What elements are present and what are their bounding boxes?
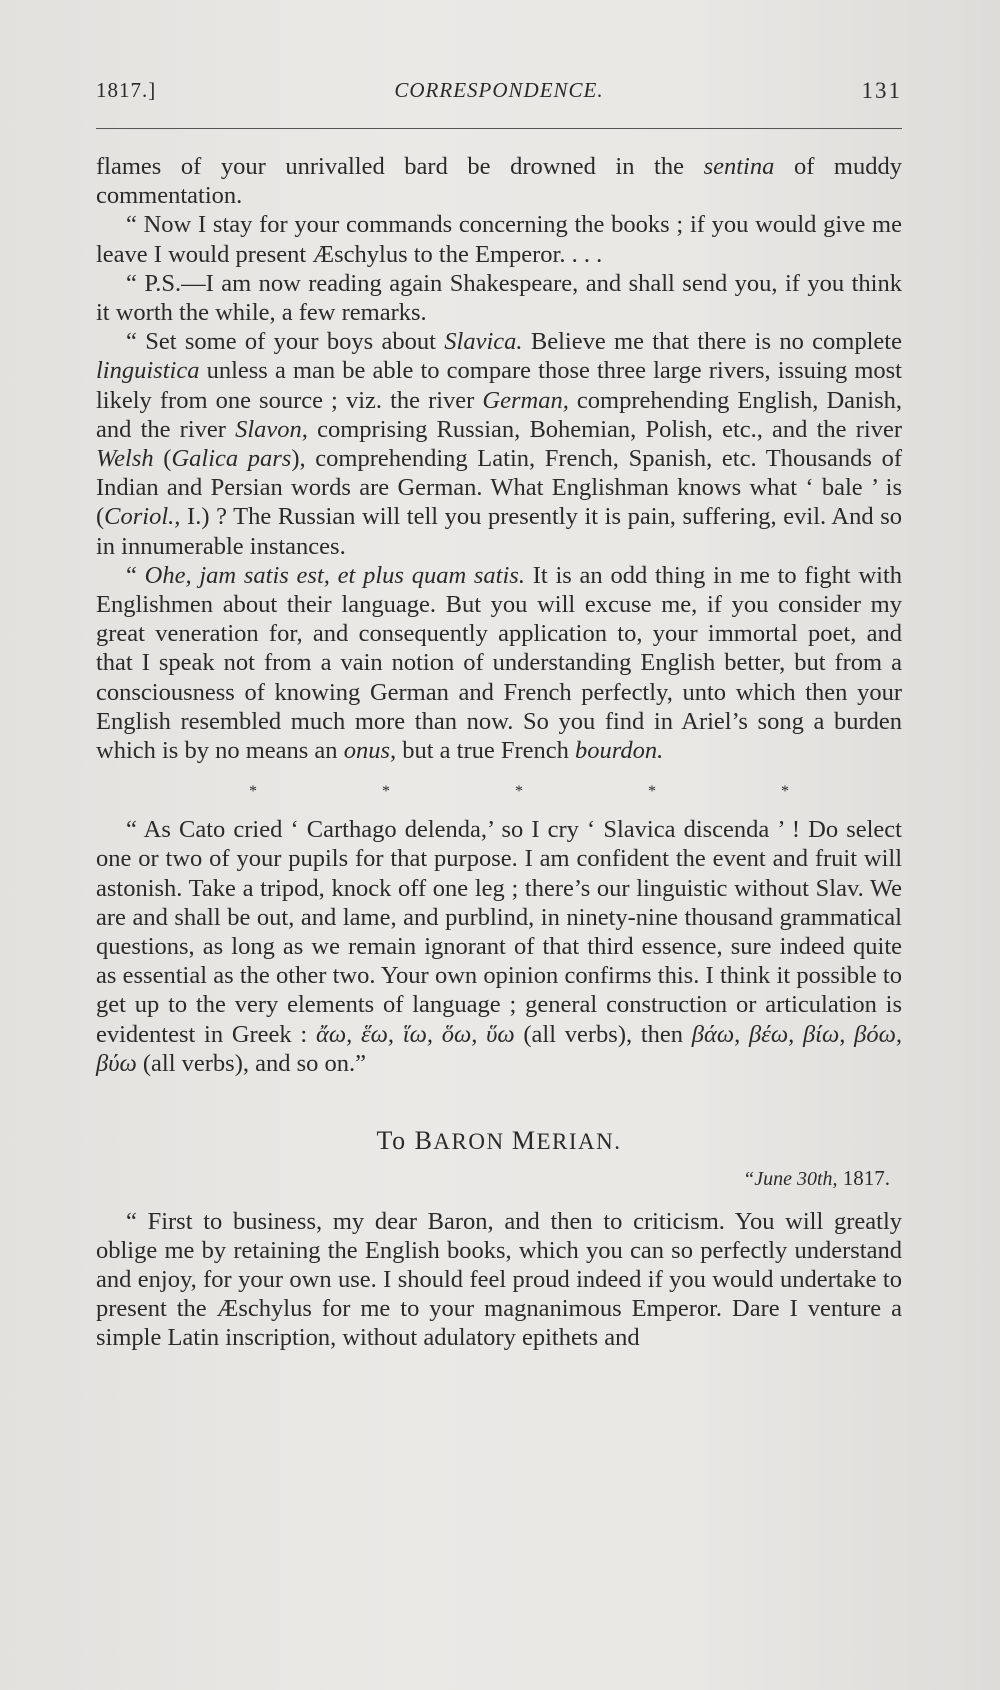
heading-part: ARON: [433, 1129, 512, 1155]
italic-text: Welsh: [96, 445, 154, 473]
greek-text: ἄω, ἕω, ἵω, ὅω, ὕω: [315, 1020, 515, 1048]
letter-heading: [96, 1126, 902, 1156]
header-rule: [96, 128, 902, 129]
paragraph-2: “ Now I stay for your commands concerning the books ; if you would give me leave I would present Æschylus to the Emperor. . . .: [96, 211, 902, 268]
text-run: comprehending English, Danish, and the river: [96, 386, 903, 443]
body-text: [96, 152, 902, 1353]
italic-text: sentina: [703, 153, 775, 180]
paragraph-7: “ First to business, my dear Baron, and then to criticism. You will greatly oblige me by retaining the English books, which you can so perfectly understand and enjoy, for your own use. I should feel proud indeed if you would undertake to present the Æschylus for me to your magnanimous Emperor. Dare I venture a simple Latin inscription, without adulatory epithets and: [96, 1207, 902, 1352]
text-run: comprising Russian, Bohemian, Polish, etc., and the river: [307, 415, 902, 443]
text-run: flames of your unrivalled bard be drowned in the: [96, 153, 704, 180]
running-header: [96, 78, 902, 118]
text-run: (all verbs), then: [514, 1020, 692, 1048]
text-run: of muddy commentation.: [96, 153, 902, 210]
paragraph-4: [96, 327, 902, 561]
asterisk-ornament: *: [382, 783, 390, 801]
dateline-date: June 30th,: [754, 1168, 838, 1191]
text-run: (: [153, 445, 172, 473]
text-run: but a true French: [396, 737, 576, 765]
asterisk-ornament: *: [781, 783, 789, 801]
greek-text: βάω, βέω, βίω, βόω, βύω: [96, 1020, 903, 1077]
text-run: Believe me that there is no complete: [522, 328, 902, 356]
header-year: 1817.]: [96, 78, 157, 102]
dateline-quote: “: [743, 1168, 755, 1191]
italic-text: German,: [482, 386, 569, 414]
asterisk-ornament: *: [515, 783, 523, 801]
italic-text: Slavon,: [235, 415, 308, 443]
heading-part: ERIAN.: [536, 1129, 622, 1155]
paragraph-5: [96, 561, 902, 765]
text-run: ), comprehending Latin, French, Spanish, etc. Thousands of Indian and Persian words are German. What Englishman knows what ‘ bale ’ is (: [96, 445, 903, 531]
header-title: CORRESPONDENCE.: [394, 78, 604, 102]
text-run: I.) ? The Russian will tell you presently it is pain, suffering, evil. And so in innumerable instances.: [96, 503, 902, 560]
italic-text: bourdon.: [575, 737, 664, 765]
heading-part: To: [376, 1126, 415, 1156]
text-run: It is an odd thing in me to fight with Englishmen about their language. But you will excuse me, if you consider my great veneration for, and consequently application to, your immortal poet, and that I speak not from a vain notion of understanding English better, but from a consciousness of knowing German and French perfectly, unto which then your English resembled much more than now. So you find in Ariel’s song a burden which is by no means an: [96, 561, 903, 765]
page-number: 131: [861, 78, 902, 103]
section-break-stars: [209, 780, 789, 804]
paragraph-3: “ P.S.—I am now reading again Shakespeare, and shall send you, if you think it worth the while, a few remarks.: [96, 269, 902, 327]
italic-text: Galica pars: [171, 445, 292, 473]
text-run: “: [126, 561, 145, 589]
paragraph-6: [96, 815, 902, 1078]
paragraph-1: [96, 152, 902, 210]
text-run: (all verbs), and so on.”: [136, 1049, 367, 1077]
text-run: unless a man be able to compare those three large rivers, issuing most likely from one source ; viz. the river: [96, 357, 902, 414]
text-run: “ Set some of your boys about: [126, 328, 445, 356]
dateline-year: 1817.: [837, 1166, 890, 1191]
asterisk-ornament: *: [648, 783, 656, 801]
italic-text: linguistica: [96, 357, 200, 385]
heading-part: M: [511, 1126, 537, 1156]
italic-text: onus,: [343, 737, 397, 765]
heading-part: B: [414, 1126, 434, 1156]
letter-dateline: [96, 1164, 902, 1194]
italic-text: Coriol.,: [104, 503, 181, 531]
italic-text: Ohe, jam satis est, et plus quam satis.: [144, 561, 525, 589]
italic-text: Slavica.: [444, 328, 523, 356]
text-run: “ As Cato cried ‘ Carthago delenda,’ so I cry ‘ Slavica discenda ’ ! Do select one or two of your pupils for that purpose. I am confident the event and fruit will astonish. Take a tripod, knock off one leg ; there’s our linguistic without Slav. We are and shall be out, and lame, and purblind, in ninety-nine thousand grammatical questions, as long as we remain ignorant of that third essence, sure indeed quite as essential as the other two. Your own opinion confirms this. I think it possible to get up to the very elements of language ; general construction or articulation is evidentest in Greek :: [96, 816, 902, 1048]
asterisk-ornament: *: [249, 783, 257, 801]
